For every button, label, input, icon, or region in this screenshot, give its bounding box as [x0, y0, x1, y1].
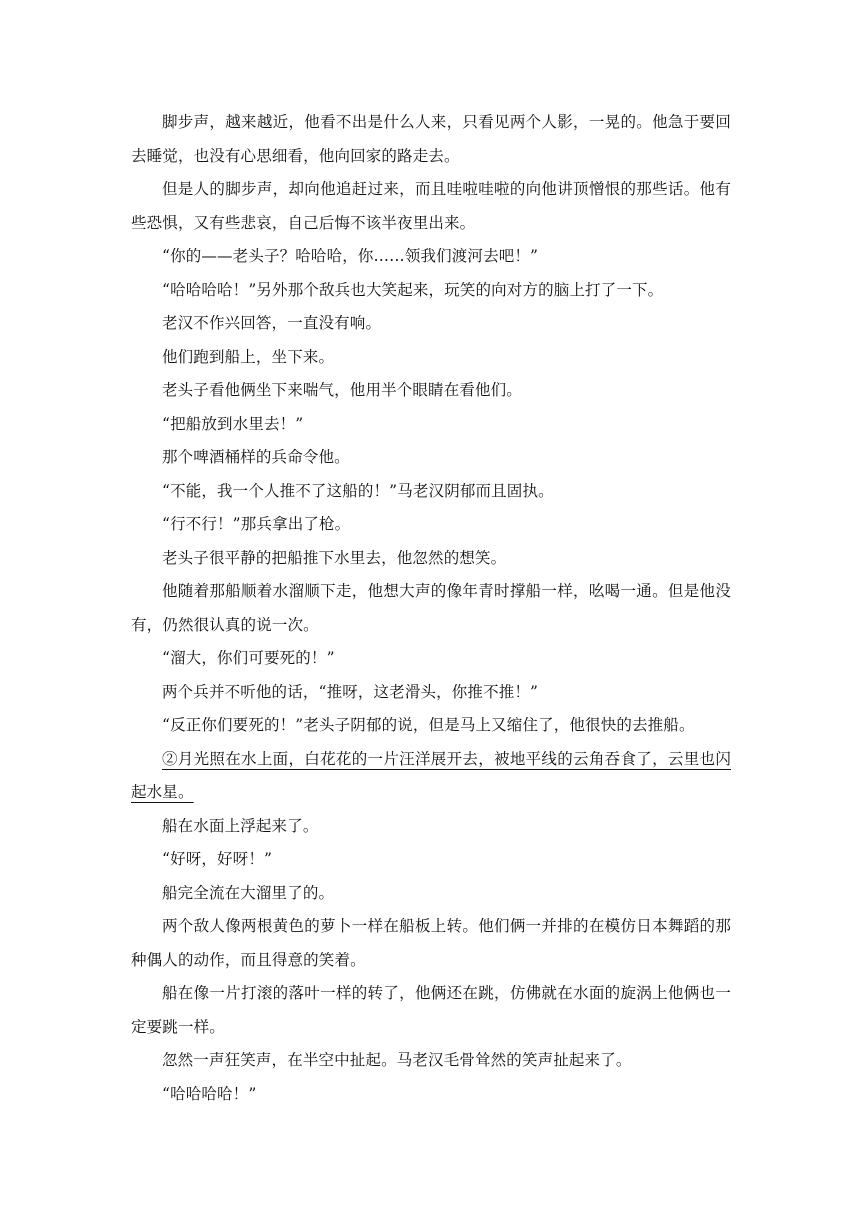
- paragraph-15: 两个兵并不听他的话，“推呀，这老滑头，你推不推！”: [162, 682, 539, 701]
- paragraph-9: 那个啤酒桶样的兵命令他。: [162, 448, 350, 466]
- paragraph-7: 老头子看他俩坐下来喘气，他用半个眼睛在看他们。: [162, 381, 522, 399]
- paragraph-3: “你的——老头子？哈哈哈，你……领我们渡河去吧！”: [162, 247, 539, 265]
- paragraph-23: 忽然一声狂笑声，在半空中扯起。马老汉毛骨耸然的笑声扯起来了。: [162, 1051, 632, 1069]
- paragraph-4: “哈哈哈哈！”另外那个敌兵也大笑起来，玩笑的向对方的脑上打了一下。: [162, 280, 664, 299]
- story-text: [131, 106, 731, 1111]
- paragraph-10: “不能，我一个人推不了这船的！”马老汉阴郁而且固执。: [162, 481, 554, 500]
- paragraph-5: 老汉不作兴回答，一直没有响。: [162, 314, 382, 332]
- paragraph-24: “哈哈哈哈！”: [162, 1084, 257, 1103]
- paragraph-8: “把船放到水里去！”: [162, 414, 304, 433]
- paragraph-12: 老头子很平静的把船推下水里去，他忽然的想笑。: [162, 548, 507, 567]
- paragraph-16: “反正你们要死的！”老头子阴郁的说，但是马上又缩住了，他很快的去推船。: [162, 716, 695, 734]
- paragraph-20: 船完全流在大溜里了的。: [162, 883, 335, 902]
- paragraph-22: 船在像一片打滚的落叶一样的转了，他俩还在跳，仿佛就在水面的旋涡上他俩也一定要跳一样。: [131, 984, 731, 1036]
- paragraph-6: 他们跑到船上，坐下来。: [162, 347, 335, 366]
- paragraph-21: 两个敌人像两根黄色的萝卜一样在船板上转。他们俩一并排的在模仿日本舞蹈的那种偶人的动作，而且得意的笑着。: [131, 917, 731, 969]
- paragraph-18: 船在水面上浮起来了。: [162, 816, 319, 835]
- paragraph-1: 脚步声，越来越近，他看不出是什么人来，只看见两个人影，一晃的。他急于要回去睡觉，也没有心思细看，他向回家的路走去。: [131, 113, 731, 165]
- paragraph-11: “行不行！”那兵拿出了枪。: [162, 515, 351, 533]
- paragraph-14: “溜大，你们可要死的！”: [162, 649, 335, 667]
- paragraph-13: 他随着那船顺着水溜顺下走，他想大声的像年青时撑船一样，吆喝一通。但是他没有，仍然很认真的说一次。: [131, 582, 731, 634]
- paragraph-19: “好呀，好呀！”: [162, 850, 273, 868]
- underlined-paragraph-2: ②月光照在水上面，白花花的一片汪洋展开去，被地平线的云角吞食了，云里也闪起水星。: [131, 749, 731, 801]
- paragraph-2: 但是人的脚步声，却向他追赶过来，而且哇啦哇啦的向他讲顶憎恨的那些话。他有些恐惧，又有些悲哀，自己后悔不该半夜里出来。: [131, 180, 731, 232]
